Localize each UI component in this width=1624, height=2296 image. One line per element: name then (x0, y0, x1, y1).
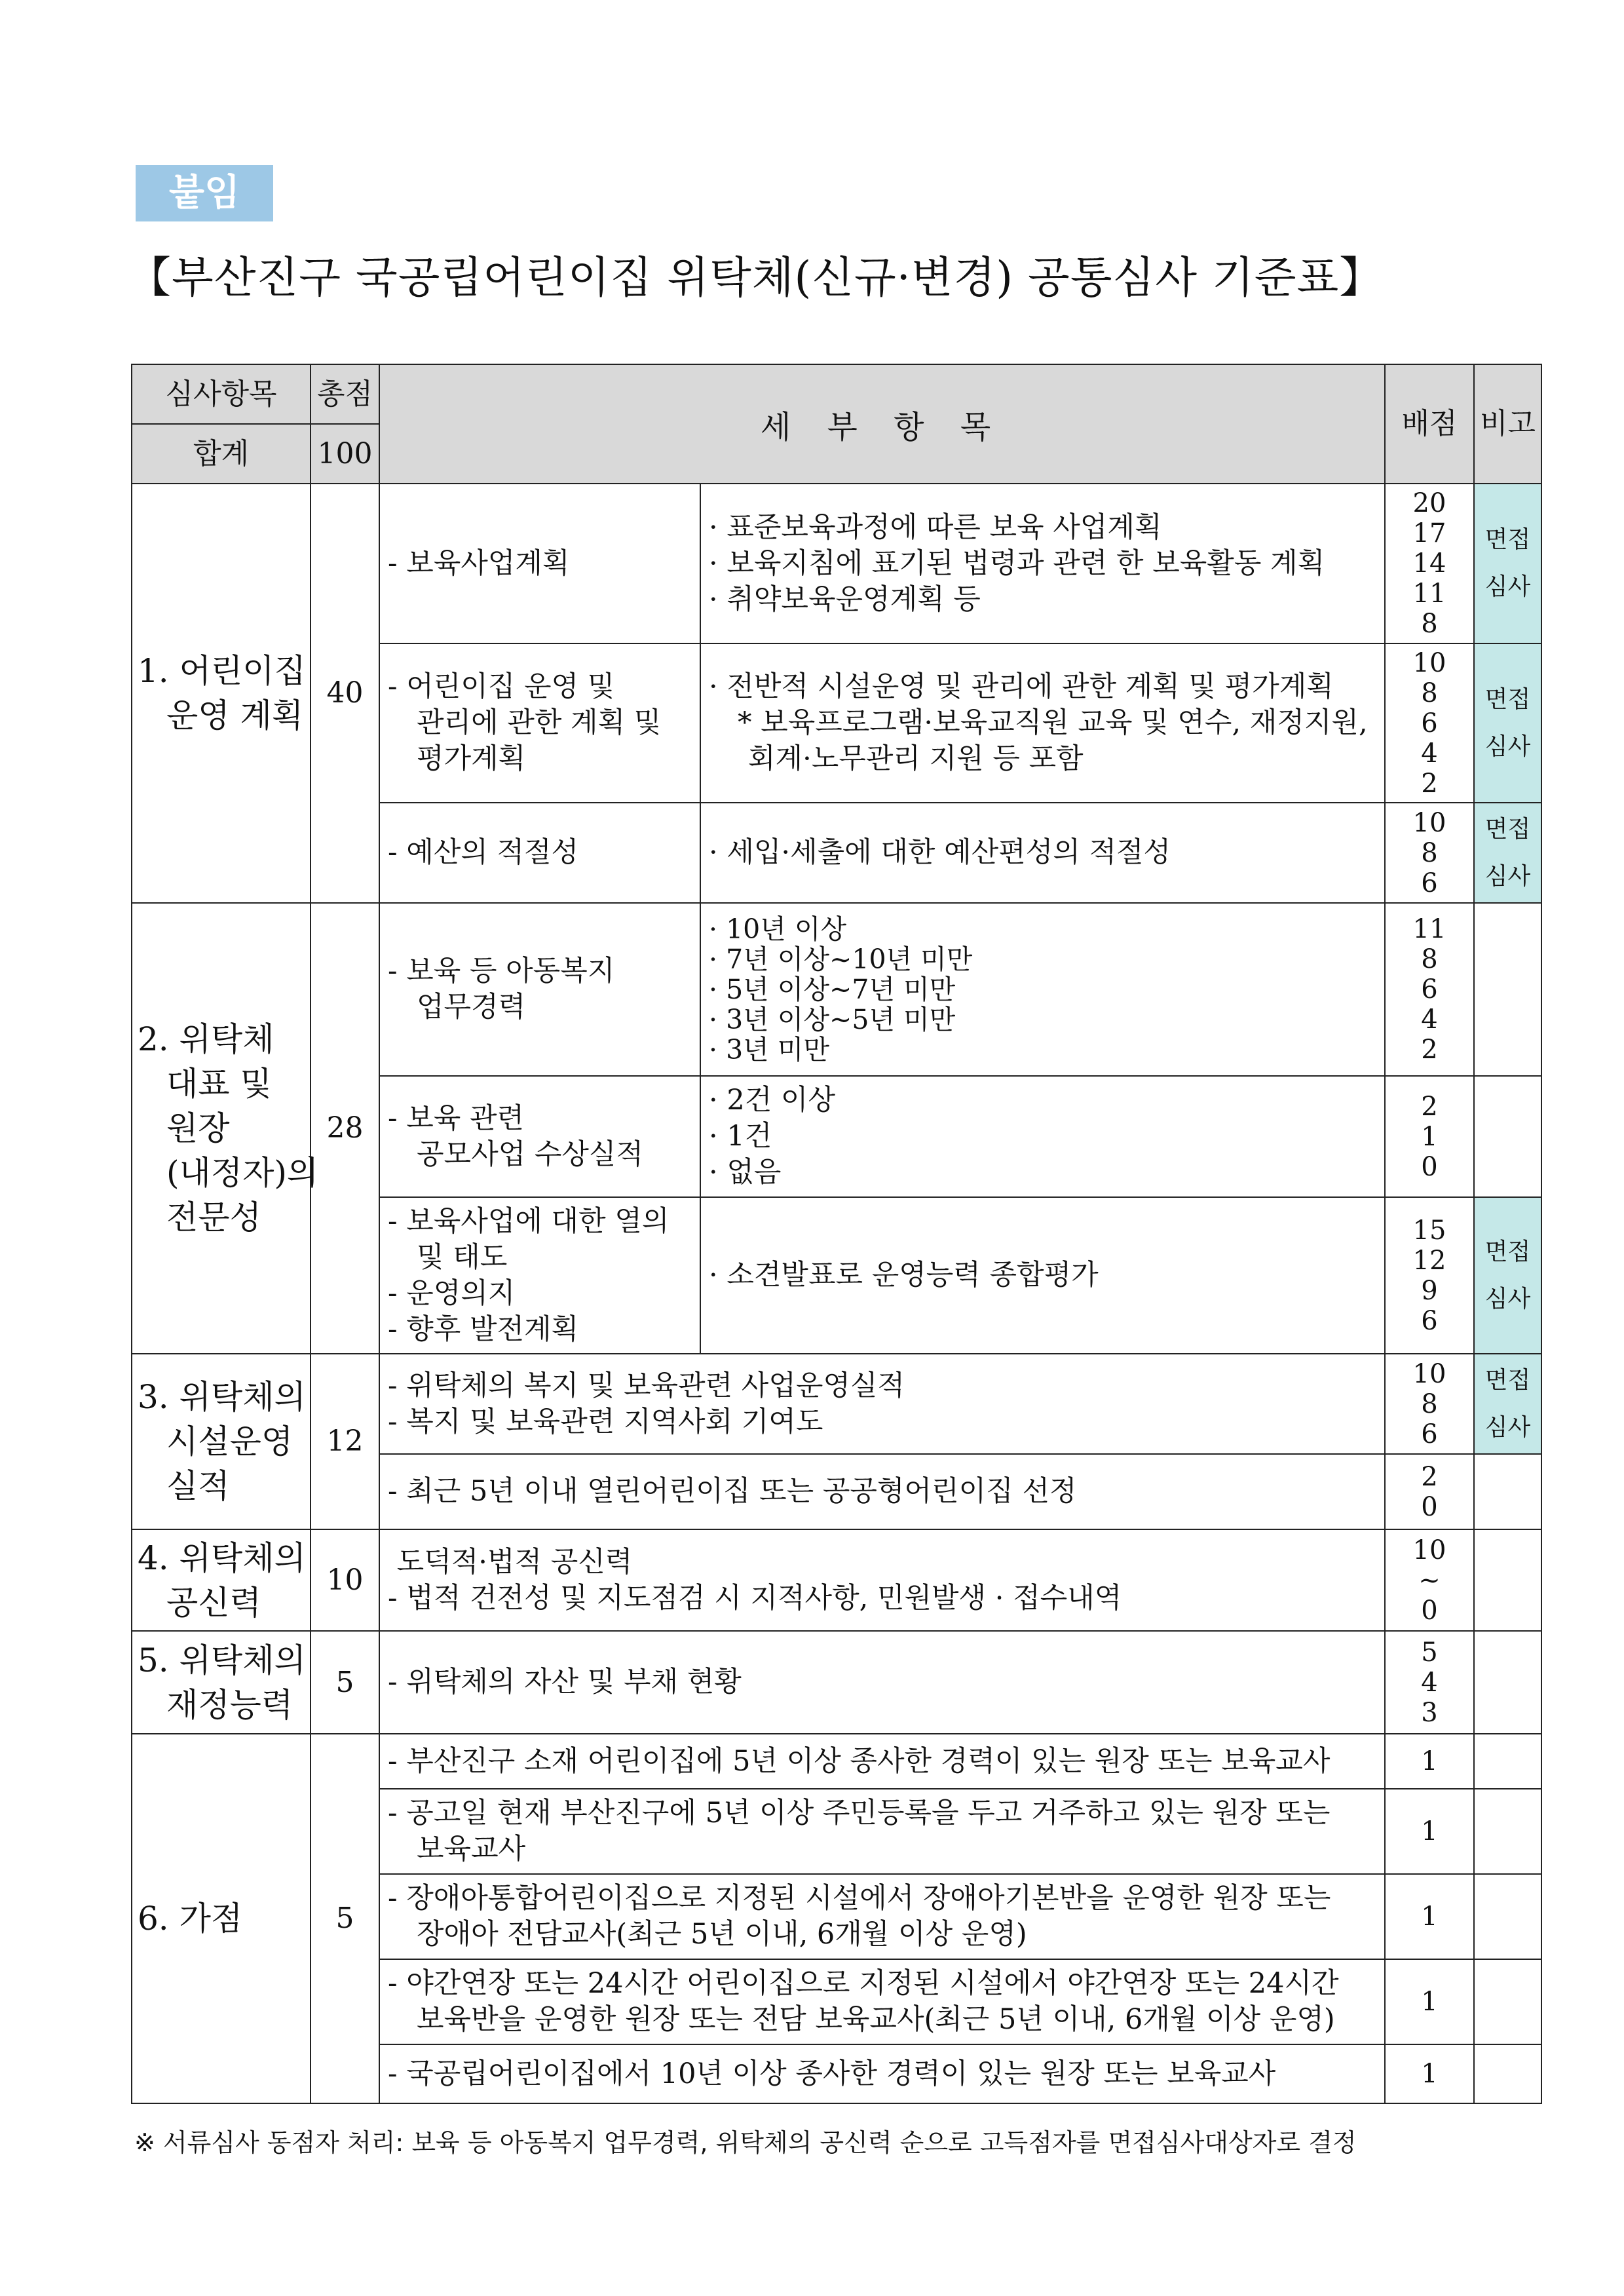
section-3-category (132, 1354, 311, 1529)
score-value: 5 (1421, 1637, 1438, 1668)
section-1-category (132, 484, 311, 903)
category-line: 6. 가점 (138, 1900, 243, 1938)
item-cell (379, 1529, 1385, 1631)
section-4-total: 10 (311, 1529, 379, 1631)
desc-line: · 5년 이상~7년 미만 (709, 974, 956, 1005)
footnote: ※ 서류심사 동점자 처리: 보육 등 아동복지 업무경력, 위탁체의 공신력 순으로 고득점자를 면접심사대상자로 결정 (134, 2128, 1357, 2157)
score-value: 20 (1412, 488, 1446, 518)
desc-line: · 2건 이상 (709, 1084, 835, 1117)
remark-line: 면접 (1484, 526, 1531, 553)
score-value: 2 (1421, 1461, 1438, 1492)
section-5-total: 5 (311, 1631, 379, 1734)
description-cell (700, 1076, 1385, 1197)
category-line: 실적 (166, 1467, 230, 1505)
section-4-row (132, 1529, 1541, 1631)
remark-empty (1474, 1959, 1541, 2044)
remark-empty (1474, 1529, 1541, 1631)
desc-line: · 10년 이상 (709, 913, 847, 945)
section-1-row-1 (132, 484, 1541, 643)
category-line: 원장 (166, 1109, 230, 1147)
attachment-tag: 붙임 (136, 165, 273, 221)
item-line: - 위탁체의 복지 및 보육관련 사업운영실적 (388, 1369, 905, 1402)
item-line: - 보육사업계획 (388, 546, 570, 580)
score-cell (1385, 903, 1474, 1076)
desc-line: · 3년 이상~5년 미만 (709, 1004, 956, 1035)
desc-line: · 보육지침에 표기된 법령과 관련 한 보육활동 계획 (709, 546, 1325, 580)
score-value: 14 (1412, 548, 1446, 579)
score-value: 15 (1412, 1215, 1446, 1246)
desc-line: · 3년 미만 (709, 1034, 830, 1065)
score-cell (1385, 1529, 1474, 1631)
desc-line: · 전반적 시설운영 및 관리에 관한 계획 및 평가계획 (709, 670, 1334, 703)
remark-line: 심사 (1484, 862, 1531, 890)
score-cell (1385, 1734, 1474, 1789)
score-value: 6 (1421, 974, 1438, 1004)
item-cell (379, 803, 700, 903)
remark-empty (1474, 903, 1541, 1076)
item-line: - 위탁체의 자산 및 부채 현황 (388, 1666, 742, 1698)
desc-line: · 표준보육과정에 따른 보육 사업계획 (709, 510, 1162, 544)
remark-empty (1474, 1076, 1541, 1197)
item-cell (379, 484, 700, 643)
score-value: 4 (1421, 738, 1438, 769)
item-line: 및 태도 (417, 1240, 508, 1274)
desc-line: · 취약보육운영계획 등 (709, 583, 981, 616)
item-line: - 보육 관련 (388, 1101, 525, 1135)
remark-line: 심사 (1484, 1285, 1531, 1312)
remark-line: 면접 (1484, 1238, 1531, 1265)
score-value: 8 (1421, 944, 1438, 974)
item-cell (379, 1197, 700, 1354)
remark-empty (1474, 1631, 1541, 1734)
score-value: 6 (1421, 708, 1438, 738)
item-cell (379, 1959, 1385, 2044)
section-4-category (132, 1529, 311, 1631)
item-cell (379, 1076, 700, 1197)
description-cell (700, 903, 1385, 1076)
item-line: 보육교사 (417, 1833, 526, 1866)
category-line: (내정자)의 (166, 1154, 319, 1192)
score-value: 4 (1421, 1004, 1438, 1035)
score-cell (1385, 484, 1474, 643)
category-line: 1. 어린이집 (138, 652, 306, 690)
item-line: - 장애아통합어린이집으로 지정된 시설에서 장애아기본반을 운영한 원장 또는 (388, 1882, 1331, 1915)
category-line: 5. 위탁체의 (138, 1641, 306, 1679)
remark-empty (1474, 1454, 1541, 1529)
section-2-row-1 (132, 903, 1541, 1076)
score-value: 6 (1421, 1419, 1438, 1449)
remark-interview (1474, 1354, 1541, 1454)
item-line: - 운영의지 (388, 1276, 516, 1310)
item-cell (379, 1789, 1385, 1874)
category-line: 공신력 (166, 1583, 261, 1622)
score-cell (1385, 643, 1474, 803)
item-line: - 국공립어린이집에서 10년 이상 종사한 경력이 있는 원장 또는 보육교사 (388, 2057, 1276, 2090)
desc-line: * 보육프로그램·보육교직원 교육 및 연수, 재정지원, (738, 706, 1368, 739)
score-cell (1385, 1454, 1474, 1529)
score-cell (1385, 2044, 1474, 2103)
item-line: 평가계획 (417, 742, 526, 775)
score-value: 8 (1421, 609, 1438, 639)
remark-line: 심사 (1484, 1413, 1531, 1441)
header-total: 총점 (311, 364, 379, 424)
item-line: 관리에 관한 계획 및 (417, 706, 662, 739)
description-cell (700, 484, 1385, 643)
item-line: - 부산진구 소재 어린이집에 5년 이상 종사한 경력이 있는 원장 또는 보육교사 (388, 1744, 1331, 1778)
score-cell (1385, 1959, 1474, 2044)
item-cell (379, 1631, 1385, 1734)
section-6-row-1 (132, 1734, 1541, 1789)
description-cell (700, 803, 1385, 903)
desc-line: · 7년 이상∼10년 미만 (709, 944, 973, 975)
section-6-total: 5 (311, 1734, 379, 2103)
score-value: 17 (1412, 518, 1446, 548)
score-value: 0 (1421, 1595, 1438, 1626)
desc-line: · 소견발표로 운영능력 종합평가 (709, 1259, 1099, 1292)
score-value: 2 (1421, 1035, 1438, 1065)
desc-line: · 없음 (709, 1156, 782, 1189)
score-value: 10 (1412, 647, 1446, 678)
item-line: - 최근 5년 이내 열린어린이집 또는 공공형어린이집 선정 (388, 1475, 1077, 1508)
section-5-row (132, 1631, 1541, 1734)
score-value: 12 (1412, 1245, 1446, 1276)
item-line: 장애아 전담교사(최근 5년 이내, 6개월 이상 운영) (417, 1918, 1027, 1951)
item-cell (379, 2044, 1385, 2103)
item-line: - 향후 발전계획 (388, 1312, 579, 1346)
remark-interview (1474, 803, 1541, 903)
header-sum-value: 100 (311, 424, 379, 484)
category-line: 운영 계획 (166, 697, 304, 735)
remark-line: 면접 (1484, 685, 1531, 713)
score-value: 1 (1421, 1987, 1438, 2017)
score-value: 6 (1421, 868, 1438, 898)
score-cell (1385, 1197, 1474, 1354)
remark-empty (1474, 2044, 1541, 2103)
category-line: 전문성 (166, 1198, 261, 1236)
score-value: 2 (1421, 1091, 1438, 1122)
section-6-category (132, 1734, 311, 2103)
item-line: - 야간연장 또는 24시간 어린이집으로 지정된 시설에서 야간연장 또는 24시간 (388, 1967, 1339, 2000)
item-cell (379, 1734, 1385, 1789)
category-line: 3. 위탁체의 (138, 1378, 306, 1416)
category-line: 대표 및 (166, 1065, 272, 1103)
score-value: 11 (1412, 914, 1446, 944)
category-line: 2. 위탁체 (138, 1020, 274, 1058)
score-value: 10 (1412, 1535, 1446, 1565)
score-cell (1385, 1354, 1474, 1454)
item-line: - 예산의 적절성 (388, 836, 579, 869)
remark-interview (1474, 1197, 1541, 1354)
item-cell (379, 1454, 1385, 1529)
item-line: 공모사업 수상실적 (417, 1138, 643, 1171)
description-cell (700, 643, 1385, 803)
score-value: 0 (1421, 1491, 1438, 1522)
remark-empty (1474, 1734, 1541, 1789)
item-line: 도덕적·법적 공신력 (388, 1545, 633, 1578)
score-value: 4 (1421, 1667, 1438, 1698)
remark-line: 심사 (1484, 573, 1531, 600)
score-value: 1 (1421, 1121, 1438, 1152)
desc-line: · 세입·세출에 대한 예산편성의 적절성 (709, 836, 1171, 869)
header-category: 심사항목 (132, 364, 311, 424)
score-cell (1385, 803, 1474, 903)
category-line: 시설운영 (166, 1423, 293, 1461)
document-title: 【부산진구 국공립어린이집 위탁체(신규·변경) 공통심사 기준표】 (128, 252, 1384, 303)
item-line: - 어린이집 운영 및 (388, 670, 615, 703)
item-line: - 법적 건전성 및 지도점검 시 지적사항, 민원발생 · 접수내역 (388, 1581, 1122, 1615)
score-value: 8 (1421, 678, 1438, 708)
score-cell (1385, 1874, 1474, 1959)
score-value: 1 (1421, 2059, 1438, 2089)
score-value: 1 (1421, 1902, 1438, 1932)
score-value: 10 (1412, 1358, 1446, 1389)
remark-interview (1474, 643, 1541, 803)
section-5-category (132, 1631, 311, 1734)
score-value: 8 (1421, 1388, 1438, 1419)
item-line: - 공고일 현재 부산진구에 5년 이상 주민등록을 두고 거주하고 있는 원장 또는 (388, 1797, 1331, 1829)
header-score: 배점 (1385, 364, 1474, 484)
score-value: 3 (1421, 1697, 1438, 1728)
category-line: 재정능력 (166, 1685, 293, 1724)
section-3-total: 12 (311, 1354, 379, 1529)
remark-interview (1474, 484, 1541, 643)
desc-line: · 1건 (709, 1120, 772, 1153)
score-value: 1 (1421, 1746, 1438, 1776)
remark-line: 면접 (1484, 815, 1531, 843)
score-cell (1385, 1076, 1474, 1197)
score-value: 10 (1412, 807, 1446, 838)
item-line: - 보육사업에 대한 열의 (388, 1204, 670, 1238)
score-value: ~ (1418, 1565, 1441, 1596)
remark-empty (1474, 1874, 1541, 1959)
item-cell (379, 903, 700, 1076)
section-2-category (132, 903, 319, 1354)
header-sum-label: 합계 (132, 424, 311, 484)
remark-line: 심사 (1484, 733, 1531, 760)
item-cell (379, 643, 700, 803)
section-2-total: 28 (311, 903, 379, 1354)
item-line: - 복지 및 보육관련 지역사회 기여도 (388, 1405, 823, 1438)
item-line: 보육반을 운영한 원장 또는 전담 보육교사(최근 5년 이내, 6개월 이상 운영) (417, 2003, 1335, 2036)
score-value: 0 (1421, 1151, 1438, 1182)
item-line: - 보육 등 아동복지 (388, 955, 615, 987)
section-1-total: 40 (311, 484, 379, 903)
remark-empty (1474, 1789, 1541, 1874)
remark-line: 면접 (1484, 1366, 1531, 1394)
score-value: 9 (1421, 1275, 1438, 1306)
score-value: 11 (1412, 579, 1446, 609)
score-value: 8 (1421, 837, 1438, 868)
score-cell (1385, 1789, 1474, 1874)
header-detail: 세 부 항 목 (379, 364, 1385, 484)
item-line: 업무경력 (417, 991, 526, 1024)
score-value: 6 (1421, 1305, 1438, 1336)
item-cell (379, 1874, 1385, 1959)
header-remark: 비고 (1474, 364, 1541, 484)
desc-line: 회계·노무관리 지원 등 포함 (748, 742, 1084, 775)
header-row-1 (132, 364, 1541, 424)
item-cell (379, 1354, 1385, 1454)
section-3-row-1 (132, 1354, 1541, 1454)
score-cell (1385, 1631, 1474, 1734)
score-value: 1 (1421, 1816, 1438, 1846)
description-cell (700, 1197, 1385, 1354)
evaluation-criteria-table (131, 364, 1542, 2104)
score-value: 2 (1421, 768, 1438, 799)
category-line: 4. 위탁체의 (138, 1539, 306, 1577)
